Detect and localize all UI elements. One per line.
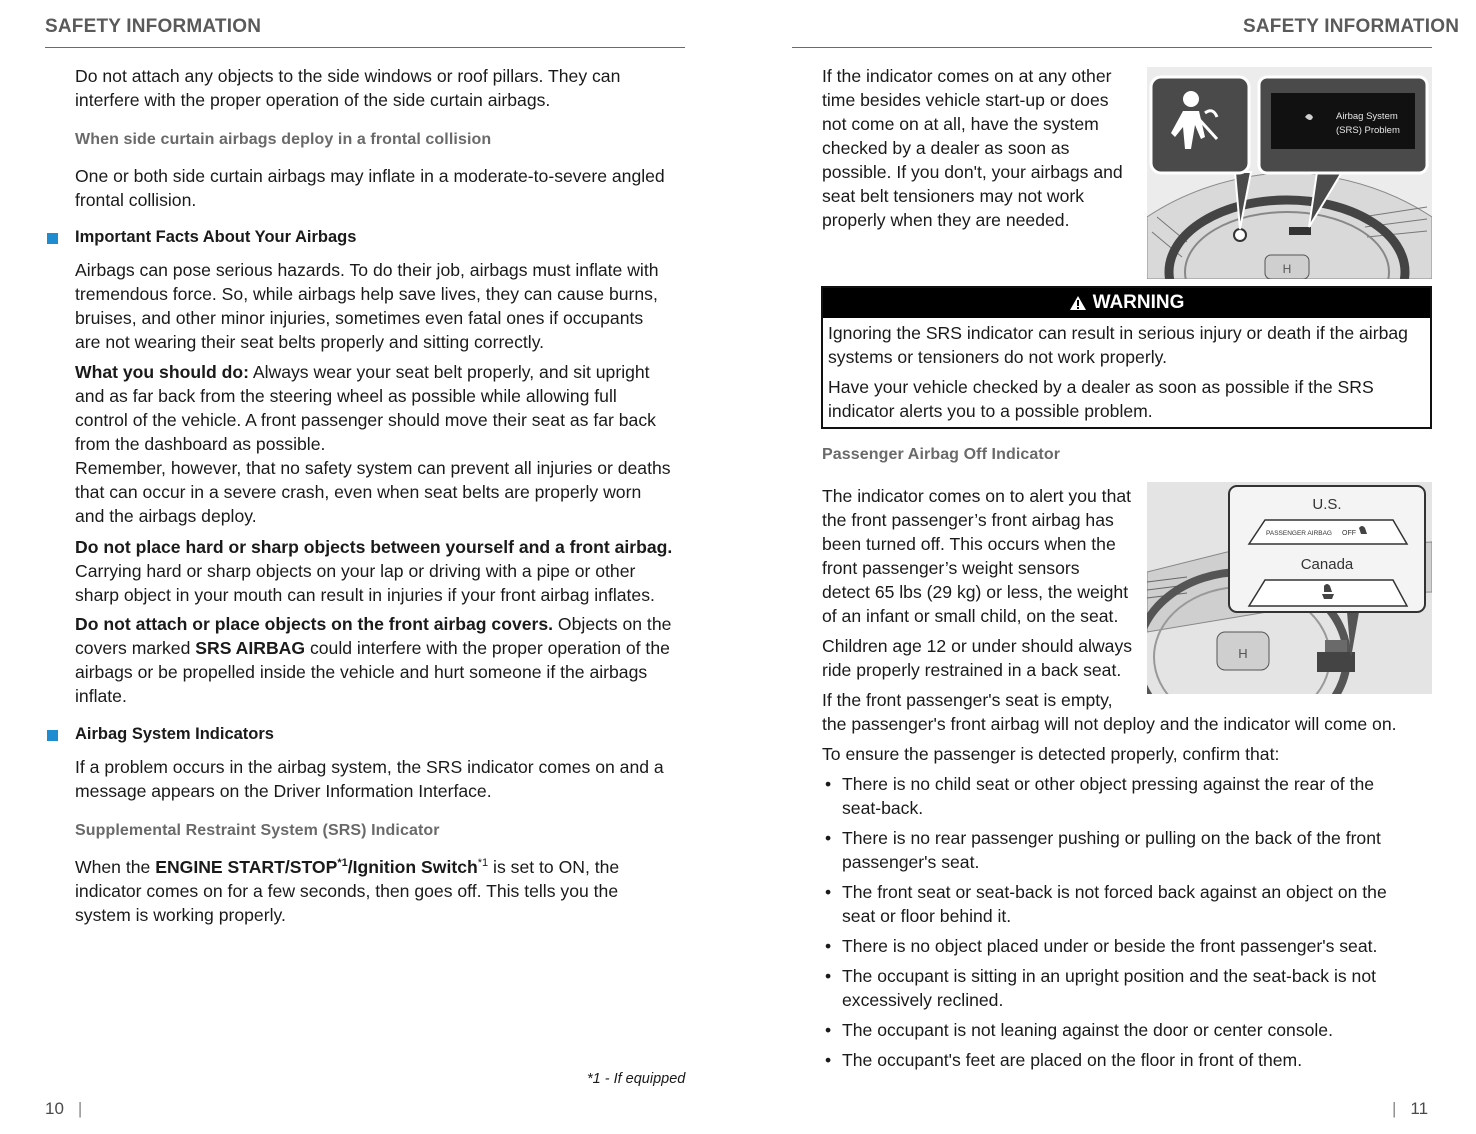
section-heading-important-facts: Important Facts About Your Airbags bbox=[75, 228, 357, 246]
airbag-problem-text bbox=[75, 755, 664, 803]
emphasis: What you should do: bbox=[75, 362, 249, 382]
bullet-dot: • bbox=[825, 828, 832, 848]
bullet-dot: • bbox=[825, 882, 832, 902]
line: Ignoring the SRS indicator can result in serious injury or death if the airbag bbox=[828, 323, 1408, 343]
line: Children age 12 or under should always bbox=[822, 636, 1133, 656]
page-divider: | bbox=[1392, 1099, 1397, 1118]
children-text bbox=[822, 634, 1132, 682]
svg-text:H: H bbox=[1282, 262, 1292, 276]
line bbox=[75, 855, 619, 879]
line: passenger's seat. bbox=[842, 852, 980, 872]
srs-indicator-text bbox=[75, 855, 619, 927]
page-header-right: SAFETY INFORMATION bbox=[1243, 16, 1460, 37]
warning-header bbox=[823, 288, 1430, 318]
line: seat belt tensioners may not work bbox=[822, 186, 1085, 206]
line: One or both side curtain airbags may inflate in a moderate-to-severe angled bbox=[75, 166, 665, 186]
header-rule-left bbox=[45, 47, 685, 48]
line: are not wearing their seat belts properly and sitting correctly. bbox=[75, 332, 545, 352]
line: that can occur in a severe crash, even when seat belts are properly worn bbox=[75, 482, 642, 502]
line: frontal collision. bbox=[75, 190, 197, 210]
page-header-left: SAFETY INFORMATION bbox=[45, 16, 262, 37]
line: inflate. bbox=[75, 686, 127, 706]
line: checked by a dealer as soon as bbox=[822, 138, 1070, 158]
line: Carrying hard or sharp objects on your lap or driving with a pipe or other bbox=[75, 561, 636, 581]
line: There is no child seat or other object pressing against the rear of the bbox=[842, 774, 1375, 794]
page-number-left bbox=[45, 1099, 82, 1119]
line: possible. If you don't, your airbags and bbox=[822, 162, 1123, 182]
footnote-ref: *1 bbox=[477, 857, 489, 870]
line: The indicator comes on to alert you that bbox=[822, 486, 1132, 506]
line: from the dashboard as possible. bbox=[75, 434, 326, 454]
page-divider: | bbox=[77, 1099, 83, 1118]
line: of an infant or small child, on the seat. bbox=[822, 606, 1119, 626]
line: indicator comes on for a few seconds, then goes off. This tells you the bbox=[75, 881, 619, 901]
line: bruises, and other minor injuries, sometimes even fatal ones if occupants bbox=[75, 308, 644, 328]
svg-text:H: H bbox=[1238, 646, 1248, 661]
line-part: covers marked bbox=[75, 638, 196, 658]
line: message appears on the Driver Information Interface. bbox=[75, 781, 492, 801]
line: seat-back. bbox=[842, 798, 924, 818]
footnote: *1 - If equipped bbox=[587, 1071, 686, 1087]
line: been turned off. This occurs when the bbox=[822, 534, 1116, 554]
page-number-right bbox=[1392, 1099, 1428, 1119]
line: Do not attach any objects to the side windows or roof pillars. They can bbox=[75, 66, 621, 86]
section-marker-icon bbox=[47, 233, 58, 244]
ensure-detection-text: To ensure the passenger is detected properly, confirm that: bbox=[822, 744, 1280, 764]
emphasis: Do not place hard or sharp objects between yourself and a front airbag. bbox=[75, 537, 673, 557]
line: The front seat or seat-back is not forced back against an object on the bbox=[842, 882, 1387, 902]
warning-triangle-icon bbox=[1069, 295, 1087, 311]
section-heading-airbag-indicators: Airbag System Indicators bbox=[75, 725, 274, 743]
empty-seat-text bbox=[822, 688, 1397, 736]
emphasis: /Ignition Switch bbox=[347, 857, 478, 877]
line: time besides vehicle start-up or does bbox=[822, 90, 1109, 110]
line: and the airbags deploy. bbox=[75, 506, 257, 526]
line: detect 65 lbs (29 kg) or less, the weight bbox=[822, 582, 1129, 602]
srs-message-line1: Airbag System bbox=[1336, 111, 1398, 122]
line: control of the vehicle. A front passenger should move their seat as far back bbox=[75, 410, 656, 430]
dashboard-drawing bbox=[1147, 67, 1432, 279]
line bbox=[75, 360, 671, 384]
subheading-srs-indicator: Supplemental Restraint System (SRS) Indicator bbox=[75, 822, 440, 839]
line: seat or floor behind it. bbox=[842, 906, 1012, 926]
bullet-dot: • bbox=[825, 936, 832, 956]
page-number: 11 bbox=[1410, 1099, 1429, 1118]
line: The occupant is sitting in an upright position and the seat-back is not bbox=[842, 966, 1376, 986]
side-curtain-text bbox=[75, 164, 665, 212]
emphasis: SRS AIRBAG bbox=[195, 638, 306, 658]
line: ride properly restrained in a back seat. bbox=[822, 660, 1122, 680]
subheading-passenger-airbag-off: Passenger Airbag Off Indicator bbox=[822, 446, 1061, 463]
line: The occupant is not leaning against the door or center console. bbox=[842, 1020, 1333, 1040]
bullet-dot: • bbox=[825, 774, 832, 794]
line: systems or tensioners do not work properly. bbox=[828, 347, 1167, 367]
line-part: is set to ON, the bbox=[488, 857, 620, 877]
passenger-off-text bbox=[822, 484, 1131, 628]
line bbox=[75, 636, 671, 660]
srs-message-line2: (SRS) Problem bbox=[1336, 125, 1400, 136]
emphasis: Do not attach or place objects on the front airbag covers. bbox=[75, 614, 554, 634]
bullet-dot: • bbox=[825, 1020, 832, 1040]
line: Remember, however, that no safety system can prevent all injuries or deaths bbox=[75, 458, 671, 478]
airbag-covers-text bbox=[75, 612, 671, 708]
dashboard-drawing bbox=[1147, 482, 1432, 694]
line: There is no rear passenger pushing or pulling on the back of the front bbox=[842, 828, 1381, 848]
srs-indicator-illustration bbox=[1147, 67, 1432, 279]
line: sharp object in your mouth can result in injuries if your front airbag inflates. bbox=[75, 585, 655, 605]
line: the passenger's front airbag will not deploy and the indicator will come on. bbox=[822, 714, 1397, 734]
line: the front passenger’s front airbag has bbox=[822, 510, 1114, 530]
line: If a problem occurs in the airbag system, the SRS indicator comes on and a bbox=[75, 757, 664, 777]
line: The occupant's feet are placed on the floor in front of them. bbox=[842, 1050, 1303, 1070]
bullet-dot: • bbox=[825, 966, 832, 986]
line: If the front passenger's seat is empty, bbox=[822, 690, 1113, 710]
line-rest: Always wear your seat belt properly, and sit upright bbox=[248, 362, 650, 382]
line: Airbags can pose serious hazards. To do their job, airbags must inflate with bbox=[75, 260, 659, 280]
line: and as far back from the steering wheel as possible while allowing full bbox=[75, 386, 617, 406]
sharp-objects-text bbox=[75, 535, 672, 607]
page-number: 10 bbox=[45, 1099, 64, 1118]
what-you-should-do-text bbox=[75, 360, 671, 528]
line-part: When the bbox=[75, 857, 156, 877]
line: front passenger’s weight sensors bbox=[822, 558, 1080, 578]
canada-label: Canada bbox=[1300, 556, 1354, 573]
us-label: U.S. bbox=[1312, 496, 1342, 513]
line: interfere with the proper operation of the side curtain airbags. bbox=[75, 90, 551, 110]
footnote-ref: *1 bbox=[337, 857, 348, 870]
indicator-check-text bbox=[822, 64, 1123, 232]
warning-text-2 bbox=[828, 375, 1374, 423]
passenger-airbag-illustration bbox=[1147, 482, 1432, 694]
emphasis: ENGINE START/STOP bbox=[155, 857, 338, 877]
line: If the indicator comes on at any other bbox=[822, 66, 1112, 86]
us-off-label: OFF bbox=[1342, 530, 1356, 537]
section-marker-icon bbox=[47, 730, 58, 741]
line: indicator alerts you to a possible problem. bbox=[828, 401, 1153, 421]
line: excessively reclined. bbox=[842, 990, 1004, 1010]
line: tremendous force. So, while airbags help save lives, they can cause burns, bbox=[75, 284, 658, 304]
warning-title: WARNING bbox=[1092, 292, 1185, 313]
header-rule-right bbox=[792, 47, 1432, 48]
warning-box bbox=[821, 286, 1432, 429]
line: There is no object placed under or beside the front passenger's seat. bbox=[842, 936, 1378, 956]
intro-text bbox=[75, 64, 620, 112]
airbag-hazard-text bbox=[75, 258, 659, 354]
line bbox=[75, 612, 671, 636]
warning-text-1 bbox=[828, 321, 1408, 369]
subheading-side-curtain: When side curtain airbags deploy in a frontal collision bbox=[75, 131, 492, 148]
line: not come on at all, have the system bbox=[822, 114, 1099, 134]
line: airbags or be propelled inside the vehicle and hurt someone if the airbags bbox=[75, 662, 648, 682]
line: Have your vehicle checked by a dealer as soon as possible if the SRS bbox=[828, 377, 1374, 397]
line-rest: Objects on the bbox=[553, 614, 672, 634]
us-indicator-label: PASSENGER AIRBAG bbox=[1266, 530, 1332, 537]
line: properly when they are needed. bbox=[822, 210, 1070, 230]
line-part: could interfere with the proper operation of the bbox=[305, 638, 670, 658]
bullet-dot: • bbox=[825, 1050, 832, 1070]
line: system is working properly. bbox=[75, 905, 286, 925]
